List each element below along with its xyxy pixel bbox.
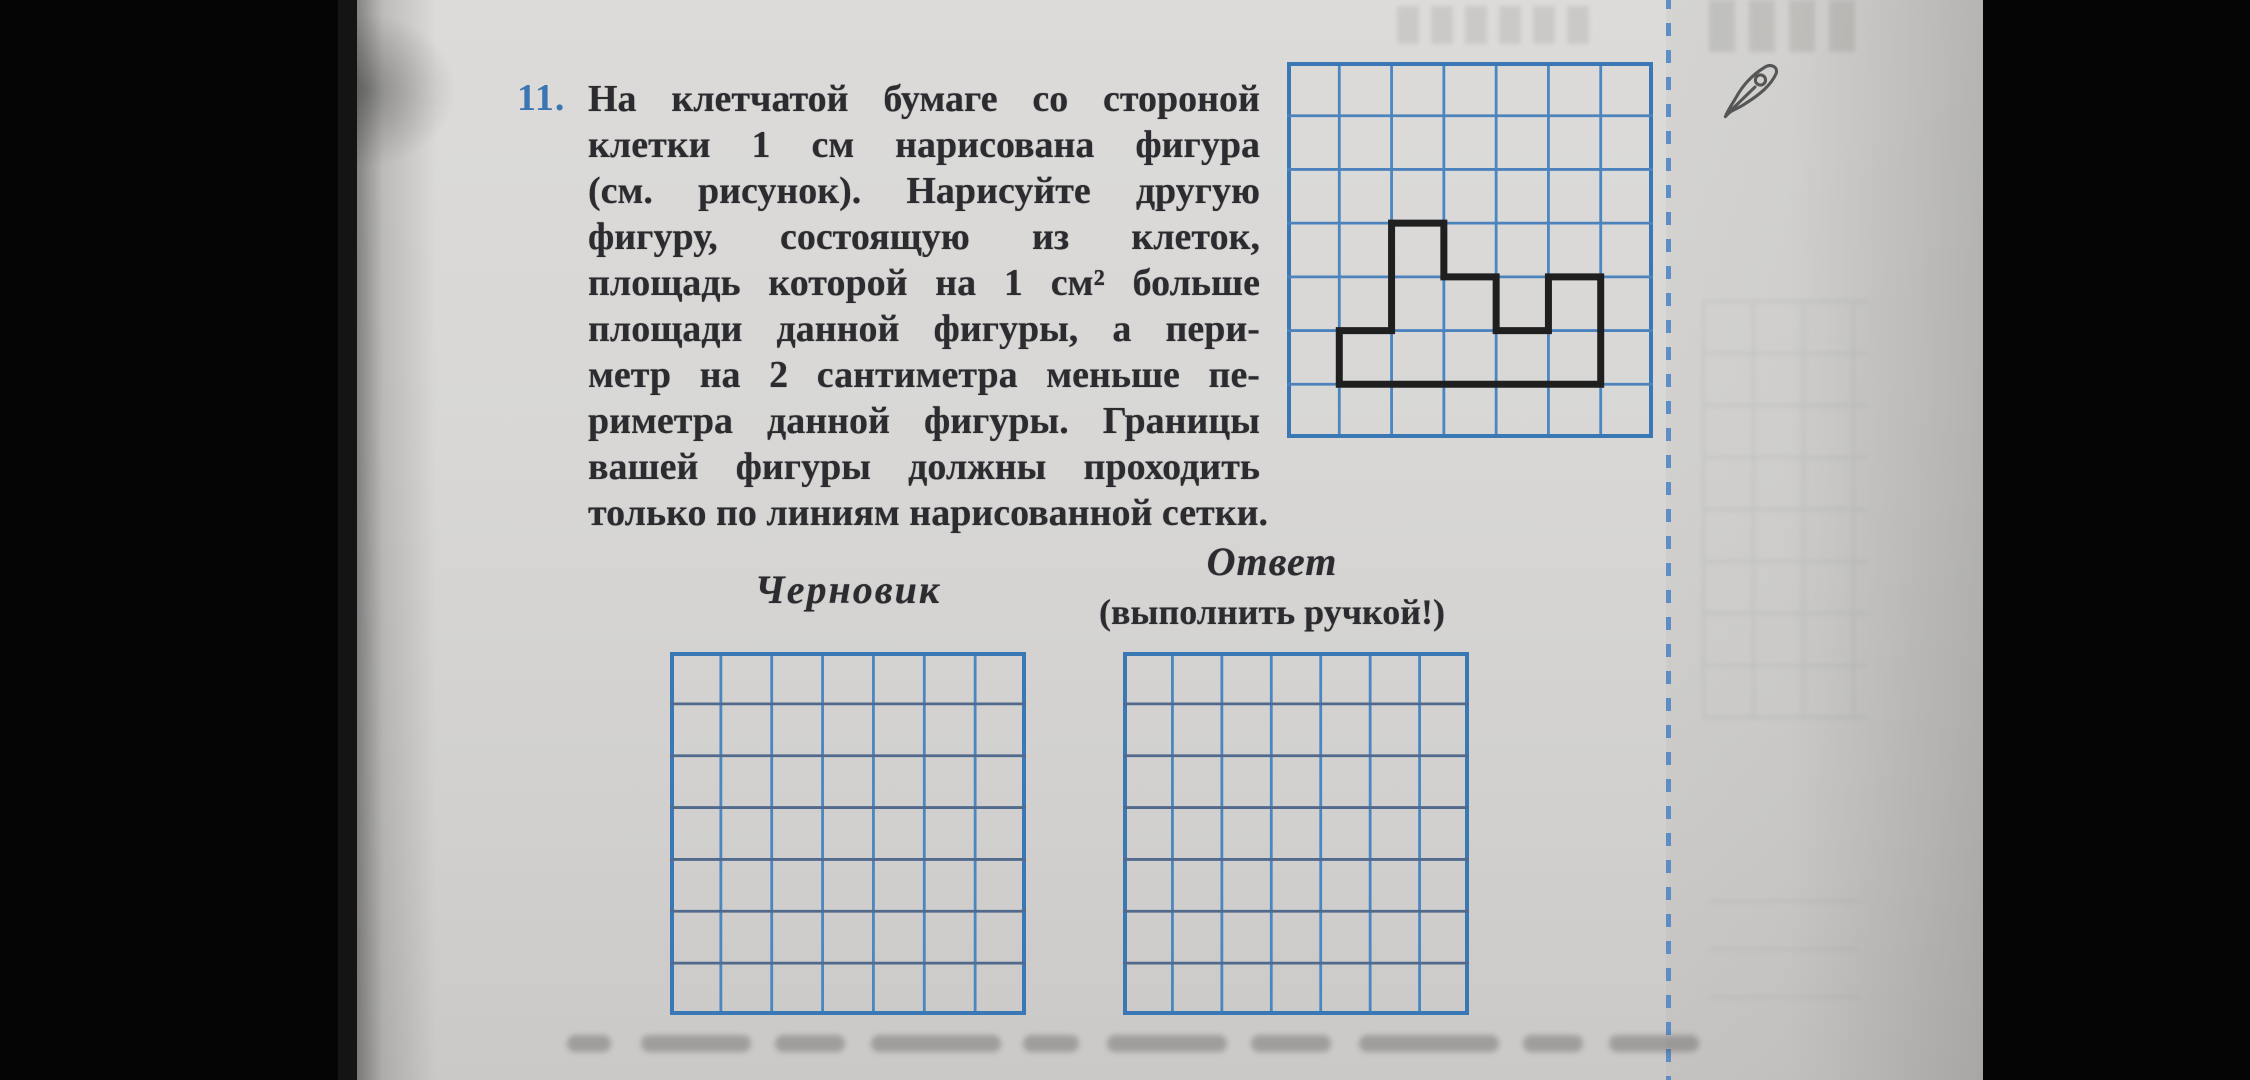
task-word: 1 [1003, 262, 1023, 304]
task-word: которой [768, 262, 908, 304]
ghost-text-smudge [871, 1035, 1001, 1052]
draft-label: Черновик [754, 567, 942, 612]
ghost-text-smudge [1023, 1035, 1079, 1052]
task-word: пери- [1165, 308, 1260, 350]
task-word: фигуры [735, 446, 871, 488]
task-line [588, 214, 1260, 260]
task-word: фигуру, [588, 216, 718, 258]
task-word: фигура [1135, 124, 1260, 166]
task-word: больше [1132, 262, 1260, 304]
task-word: на [935, 262, 977, 304]
task-line [588, 168, 1260, 214]
task-word: пе- [1208, 354, 1260, 396]
ghost-text-smudge [775, 1035, 845, 1052]
ghost-text-smudge [641, 1035, 751, 1052]
ghost-text-smudge [567, 1035, 611, 1052]
task-word: На [588, 78, 637, 120]
task-line [588, 260, 1260, 306]
task-word: сантиметра [816, 354, 1018, 396]
pen-icon [1709, 48, 1801, 126]
task-word: см² [1050, 262, 1105, 304]
ghost-next-task-text [507, 1034, 1807, 1064]
task-line [588, 76, 1260, 122]
task-word: должны [908, 446, 1047, 488]
task-word: площади [588, 308, 743, 350]
task-word: риметра [588, 400, 734, 442]
task-word: Нарисуйте [906, 170, 1091, 212]
left-bar-edge [338, 0, 357, 1080]
page-margin-strip [1666, 0, 1983, 1080]
task-word: Границы [1102, 400, 1260, 442]
task-word: см [811, 124, 855, 166]
right-black-bar [1983, 0, 2250, 1080]
task-word: клетки [588, 124, 711, 166]
task-word: из [1031, 216, 1070, 258]
task-word: стороной [1103, 78, 1260, 120]
task-word: состоящую [779, 216, 970, 258]
task-word: рисунок). [697, 170, 862, 212]
task-line [588, 306, 1260, 352]
task-word: меньше [1046, 354, 1180, 396]
task-word: данной [776, 308, 900, 350]
task-word: фигуры. [923, 400, 1069, 442]
task-word: клетчатой [671, 78, 849, 120]
task-word: нарисована [895, 124, 1095, 166]
workbook-page [357, 0, 1983, 1080]
task-text [588, 76, 1269, 536]
task-word: вашей [588, 446, 699, 488]
task-number: 11. [517, 77, 566, 119]
task-word: фигуры, [933, 308, 1079, 350]
answer-sublabel: (выполнить ручкой!) [1098, 592, 1446, 632]
ghost-text-smudge [1107, 1035, 1227, 1052]
left-black-bar [0, 0, 357, 1080]
task-word: а [1112, 308, 1132, 350]
task-word: другую [1135, 170, 1260, 212]
ghost-bleed-top [1397, 6, 1597, 44]
ghost-text-smudge [1251, 1035, 1331, 1052]
task-word: данной [767, 400, 890, 442]
task-word: метр [588, 354, 672, 396]
ghost-text-smudge [1523, 1035, 1583, 1052]
task-line: только по линиям нарисованной сетки. [588, 492, 1269, 534]
task-word: (см. [588, 170, 653, 212]
task-word: со [1032, 78, 1069, 120]
task-word: на [699, 354, 741, 396]
draft-grid [670, 652, 1026, 1015]
task-word: площадь [588, 262, 741, 304]
task-word: бумаге [883, 78, 998, 120]
task-line [588, 122, 1260, 168]
task-figure-outline [1339, 223, 1600, 384]
figure-grid [1287, 62, 1653, 438]
dashed-cut-line [1666, 0, 1671, 1080]
answer-label: Ответ [1206, 539, 1338, 584]
task-line [588, 444, 1260, 490]
ghost-text-smudge [1359, 1035, 1499, 1052]
task-word: проходить [1083, 446, 1260, 488]
task-line [588, 352, 1260, 398]
task-word: 1 [751, 124, 771, 166]
task-word: клеток, [1131, 216, 1260, 258]
answer-grid [1123, 652, 1469, 1015]
task-word: 2 [769, 354, 789, 396]
ghost-text-smudge [1609, 1035, 1699, 1052]
task-line [588, 398, 1260, 444]
